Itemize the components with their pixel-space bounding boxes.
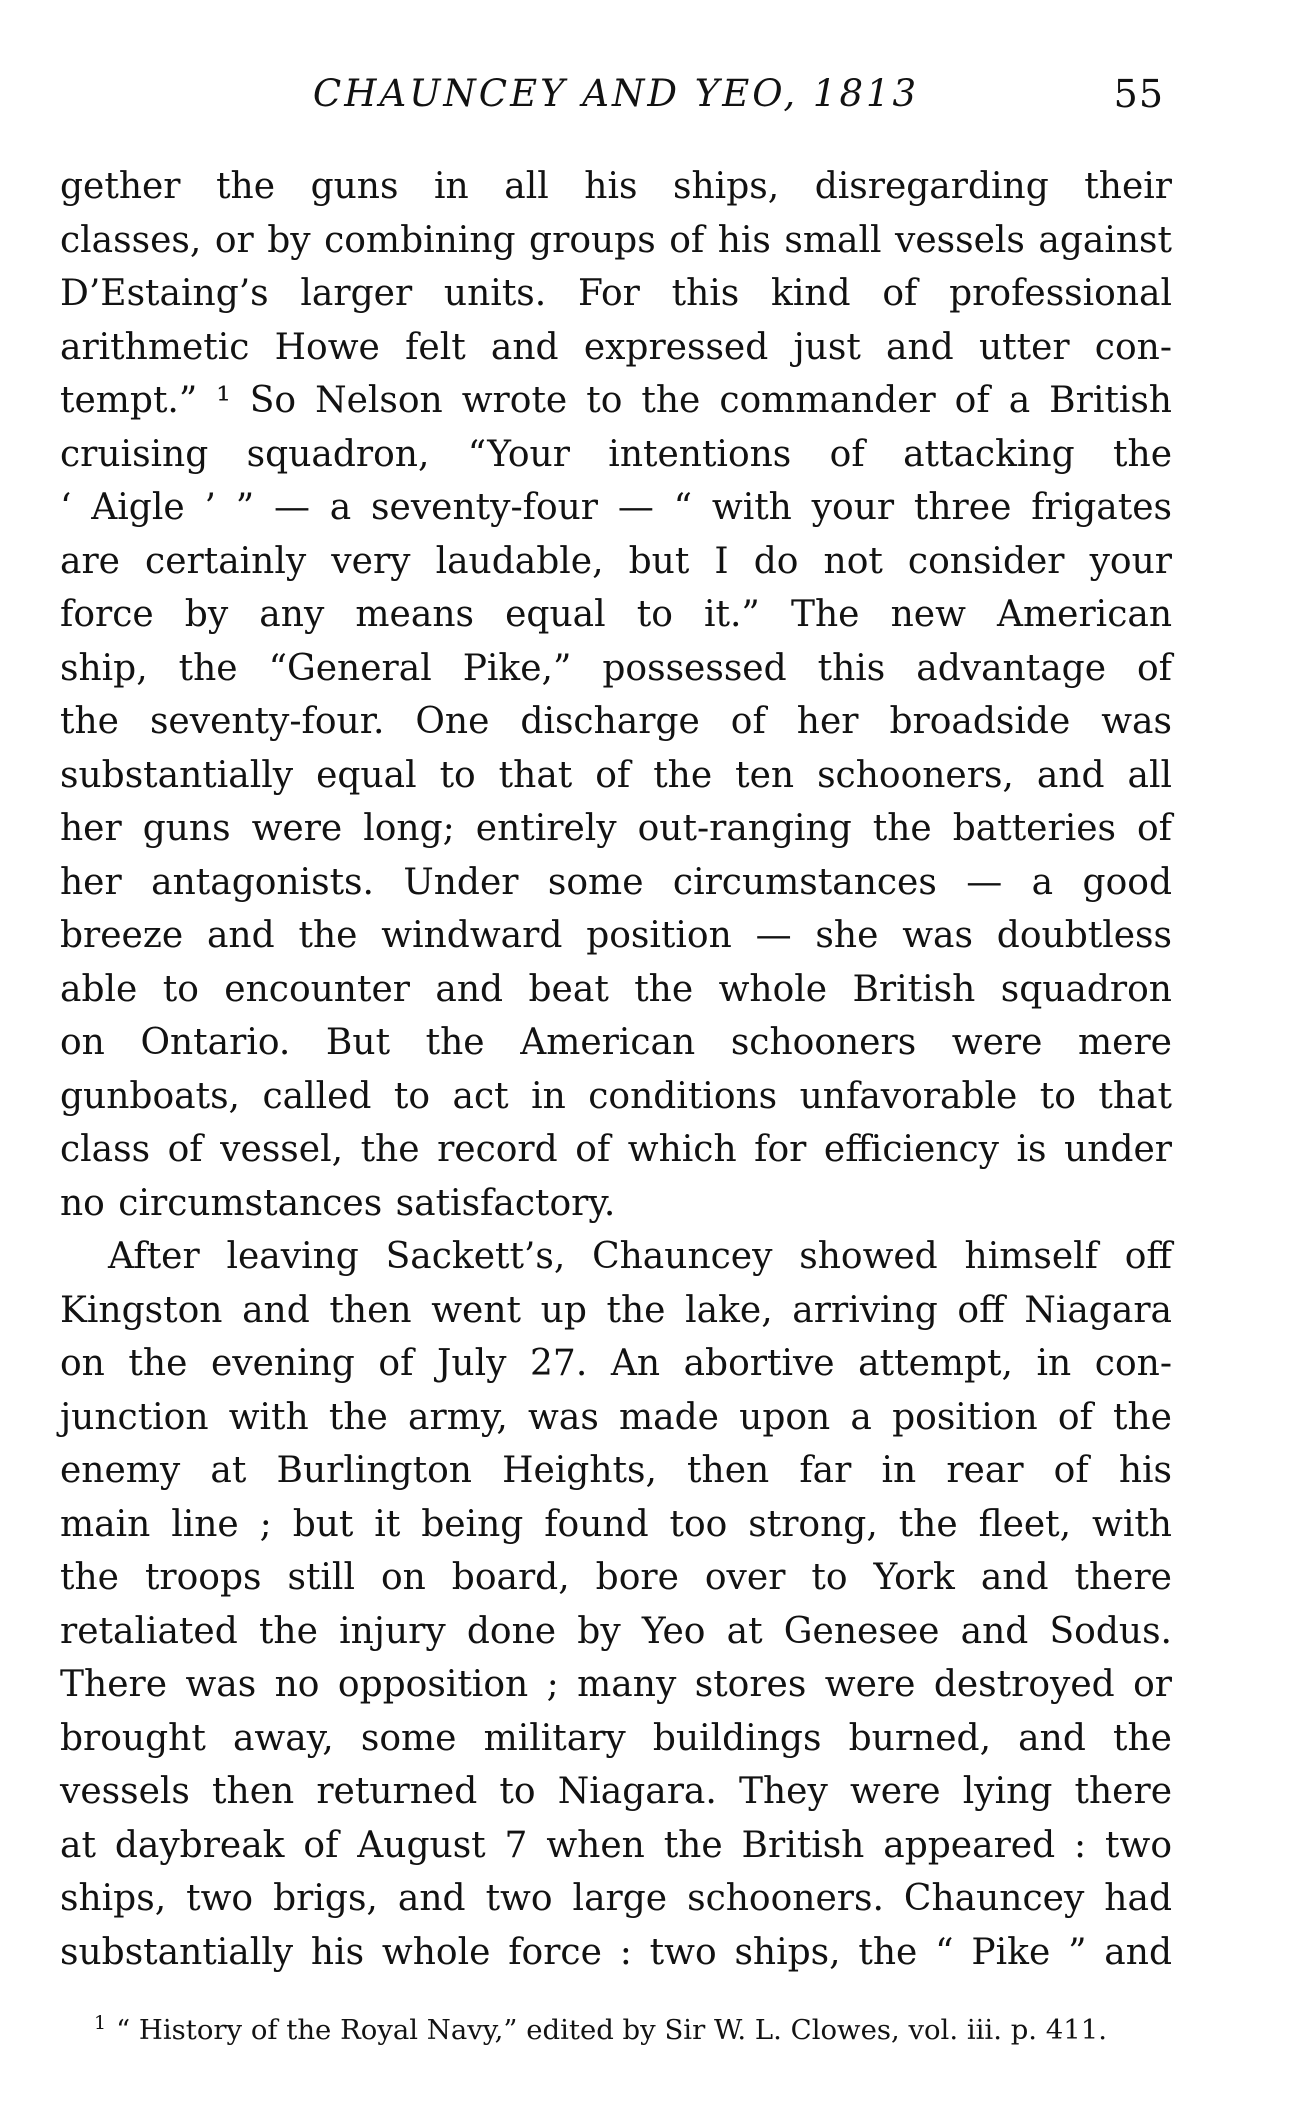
text-line: gunboats, called to act in conditions unfavorable to that bbox=[60, 1075, 1172, 1117]
body-text bbox=[60, 160, 1172, 1979]
text-line: D’Estaing’s larger units. For this kind of professional bbox=[60, 273, 1172, 314]
text-line: main line ; but it being found too strong, the fleet, with bbox=[60, 1503, 1172, 1545]
text-line: ship, the “General Pike,” possessed this advantage of bbox=[60, 647, 1172, 689]
text-line: substantially his whole force : two ships, the “ Pike ” and bbox=[60, 1931, 1172, 1973]
text-line: substantially equal to that of the ten schooners, and all bbox=[60, 754, 1172, 796]
footnote-line bbox=[60, 2012, 1172, 2048]
text-line: There was no opposition ; many stores were destroyed or bbox=[60, 1664, 1172, 1705]
footnote-marker: 1 bbox=[94, 2011, 107, 2034]
text-line: on the evening of July 27. An abortive attempt, in con- bbox=[60, 1343, 1172, 1384]
text-line: her guns were long; entirely out-ranging the batteries of bbox=[60, 808, 1172, 849]
text-line: gether the guns in all his ships, disregarding their bbox=[60, 166, 1172, 207]
text-line: Kingston and then went up the lake, arriving off Niagara bbox=[60, 1289, 1172, 1331]
text-line: brought away, some military buildings burned, and the bbox=[60, 1717, 1172, 1759]
text-line: the troops still on board, bore over to York and there bbox=[60, 1557, 1172, 1598]
text-line: classes, or by combining groups of his small vessels against bbox=[60, 219, 1172, 261]
text-line: ‘ Aigle ’ ” — a seventy-four — “ with your three frigates bbox=[60, 487, 1172, 528]
running-title: CHAUNCEY AND YEO, 1813 bbox=[312, 72, 920, 115]
text-line: tempt.” ¹ So Nelson wrote to the commander of a British bbox=[60, 380, 1172, 421]
running-head bbox=[60, 72, 1172, 118]
text-line: arithmetic Howe felt and expressed just and utter con- bbox=[60, 326, 1172, 368]
page-number: 55 bbox=[1113, 72, 1164, 116]
text-line: retaliated the injury done by Yeo at Genesee and Sodus. bbox=[60, 1610, 1172, 1652]
text-line: are certainly very laudable, but I do not consider your bbox=[60, 540, 1172, 582]
text-line: enemy at Burlington Heights, then far in rear of his bbox=[60, 1450, 1172, 1491]
text-line: junction with the army, was made upon a position of the bbox=[60, 1396, 1172, 1438]
text-line: vessels then returned to Niagara. They were lying there bbox=[60, 1771, 1172, 1812]
text-line: cruising squadron, “Your intentions of attacking the bbox=[60, 433, 1172, 475]
text-line: breeze and the windward position — she was doubtless bbox=[60, 915, 1172, 956]
text-line: ships, two brigs, and two large schooners. Chauncey had bbox=[60, 1878, 1172, 1919]
text-line: force by any means equal to it.” The new American bbox=[60, 594, 1172, 635]
footnote-text: “ History of the Royal Navy,” edited by Sir W. L. Clowes, vol. iii. p. 411. bbox=[116, 2014, 1108, 2046]
text-line: the seventy-four. One discharge of her broadside was bbox=[60, 701, 1172, 742]
text-line: at daybreak of August 7 when the British appeared : two bbox=[60, 1824, 1172, 1866]
text-line: After leaving Sackett’s, Chauncey showed himself off bbox=[108, 1236, 1172, 1277]
text-line: no circumstances satisfactory. bbox=[60, 1182, 616, 1224]
text-line: her antagonists. Under some circumstances — a good bbox=[60, 861, 1172, 903]
text-line: able to encounter and beat the whole British squadron bbox=[60, 968, 1172, 1010]
text-line: class of vessel, the record of which for efficiency is under bbox=[60, 1129, 1172, 1170]
text-line: on Ontario. But the American schooners were mere bbox=[60, 1022, 1172, 1063]
footnote bbox=[60, 2012, 1172, 2048]
